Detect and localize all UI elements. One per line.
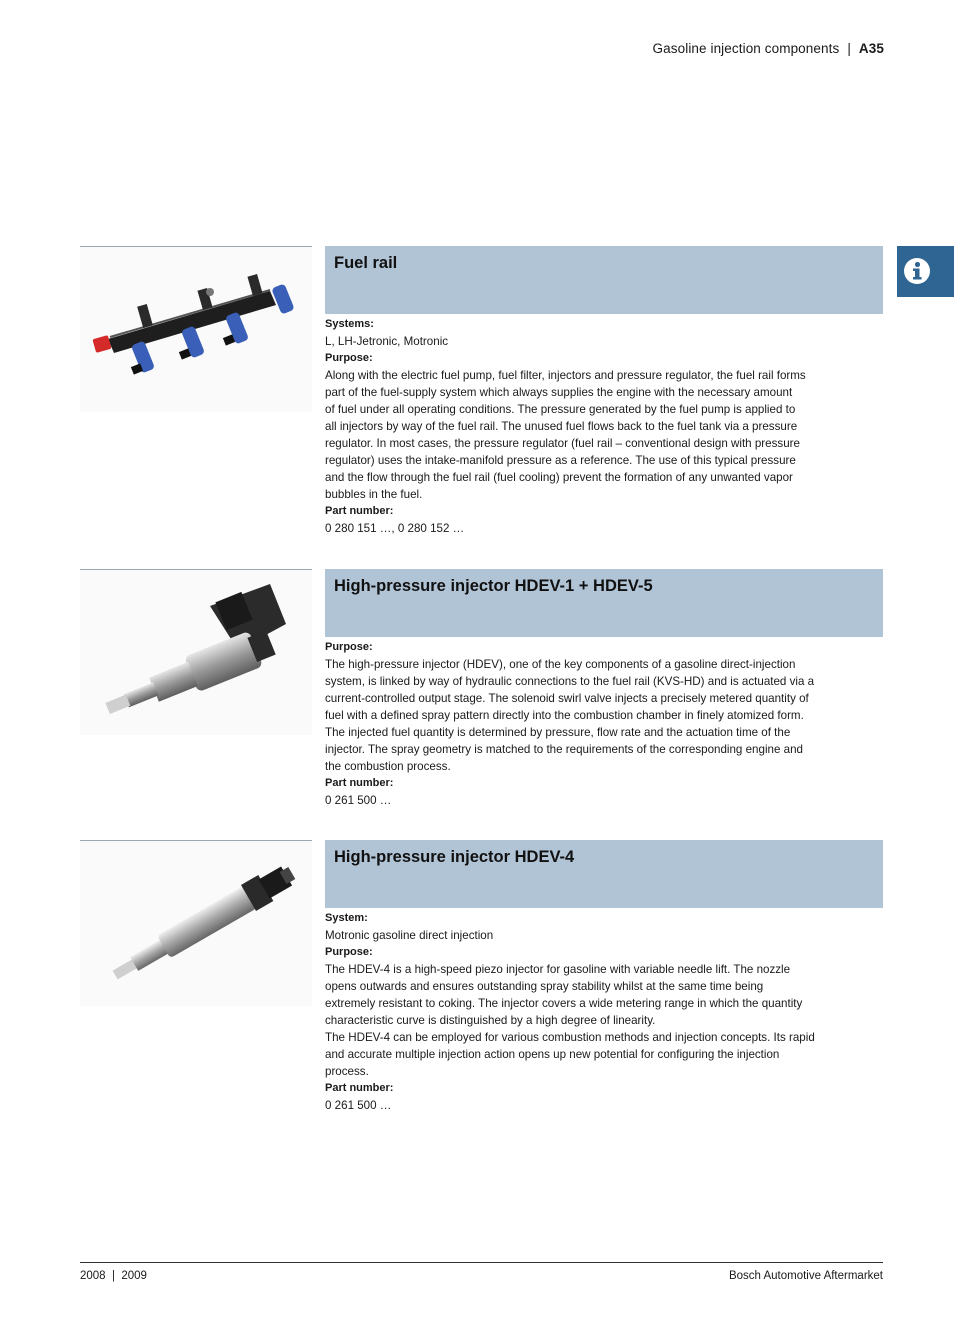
purpose-line: fuel with a defined spray pattern directly into the combustion chamber in finely atomized form. [325, 709, 804, 722]
purpose-line: characteristic curve is distinguished by a high degree of linearity. [325, 1014, 656, 1027]
purpose-line: system, is linked by way of hydraulic connections to the fuel rail (KVS-HD) and is actuated via a [325, 675, 815, 688]
purpose-line: regulator) uses the intake-manifold pressure as a reference. The use of this typical pressure [325, 454, 796, 467]
header-separator: | [847, 41, 851, 56]
product-title: High-pressure injector HDEV-1 + HDEV-5 [334, 577, 653, 595]
purpose-line: injector. The spray geometry is matched to the requirements of the corresponding engine and [325, 743, 803, 756]
systems-value: L, LH-Jetronic, Motronic [325, 335, 449, 348]
fuel-rail-description [325, 316, 883, 537]
purpose-line: the combustion process. [325, 760, 451, 773]
part-number-label: Part number: [325, 777, 394, 789]
footer-years: 2008 | 2009 [80, 1270, 147, 1282]
purpose-label: Purpose: [325, 352, 373, 364]
system-value: Motronic gasoline direct injection [325, 929, 494, 942]
part-number-label: Part number: [325, 1082, 394, 1094]
page-header [653, 41, 884, 56]
hdev-4-title-box [325, 840, 883, 908]
purpose-line: Along with the electric fuel pump, fuel filter, injectors and pressure regulator, the fuel rail forms [325, 369, 806, 382]
purpose-line: and the flow through the fuel rail (fuel cooling) prevent the formation of any unwanted vapor [325, 471, 793, 484]
purpose-line: of fuel under all operating conditions. The pressure generated by the fuel pump is applied to [325, 403, 796, 416]
purpose-label: Purpose: [325, 946, 373, 958]
purpose-line: current-controlled output stage. The solenoid swirl valve injects a precisely metered quantity of [325, 692, 809, 705]
purpose-line: extremely resistant to coking. The injector covers a wide metering range in which the quantity [325, 997, 803, 1010]
purpose-line: opens outwards and ensures outstanding spray stability whilst at the same time being [325, 980, 764, 993]
purpose-line: The HDEV-4 is a high-speed piezo injector for gasoline with variable needle lift. The nozzle [325, 963, 791, 976]
part-number-label: Part number: [325, 505, 394, 517]
info-tab[interactable] [897, 246, 954, 297]
product-title: High-pressure injector HDEV-4 [334, 848, 575, 866]
info-icon [903, 257, 931, 285]
fuel-rail-photo [80, 247, 312, 412]
header-section-title: Gasoline injection components [652, 41, 840, 56]
hdev-1-5-title-box [325, 569, 883, 637]
hdev-1-5-photo [80, 570, 312, 735]
purpose-line: regulator. In most cases, the pressure regulator (fuel rail – conventional design with pressure [325, 437, 800, 450]
footer-publisher: Bosch Automotive Aftermarket [728, 1270, 883, 1282]
systems-label: Systems: [325, 318, 374, 330]
page-number: A35 [858, 41, 884, 56]
part-number-value: 0 280 151 …, 0 280 152 … [325, 522, 465, 535]
purpose-line: part of the fuel-supply system which always supplies the engine with the necessary amount [325, 386, 793, 399]
purpose-line: The high-pressure injector (HDEV), one of the key components of a gasoline direct-injection [325, 658, 796, 671]
hdev-4-photo [80, 841, 312, 1006]
hdev-1-5-description [325, 639, 883, 809]
product-title: Fuel rail [334, 254, 398, 272]
fuel-rail-title-box [325, 246, 883, 314]
purpose-line: and accurate multiple injection action opens up new potential for configuring the injection [325, 1048, 780, 1061]
part-number-value: 0 261 500 … [325, 1099, 392, 1112]
hdev-4-description [325, 910, 883, 1114]
purpose-line: all injectors by way of the fuel rail. The unused fuel flows back to the fuel tank via a pressure [325, 420, 798, 433]
purpose-line: The injected fuel quantity is determined by pressure, flow rate and the actuation time of the [325, 726, 791, 739]
footer-rule [80, 1262, 883, 1263]
purpose-line: bubbles in the fuel. [325, 488, 423, 501]
purpose-label: Purpose: [325, 641, 373, 653]
purpose-line: The HDEV-4 can be employed for various combustion methods and injection concepts. Its rapid [325, 1031, 815, 1044]
part-number-value: 0 261 500 … [325, 794, 392, 807]
purpose-line: process. [325, 1065, 369, 1078]
system-label: System: [325, 912, 368, 924]
